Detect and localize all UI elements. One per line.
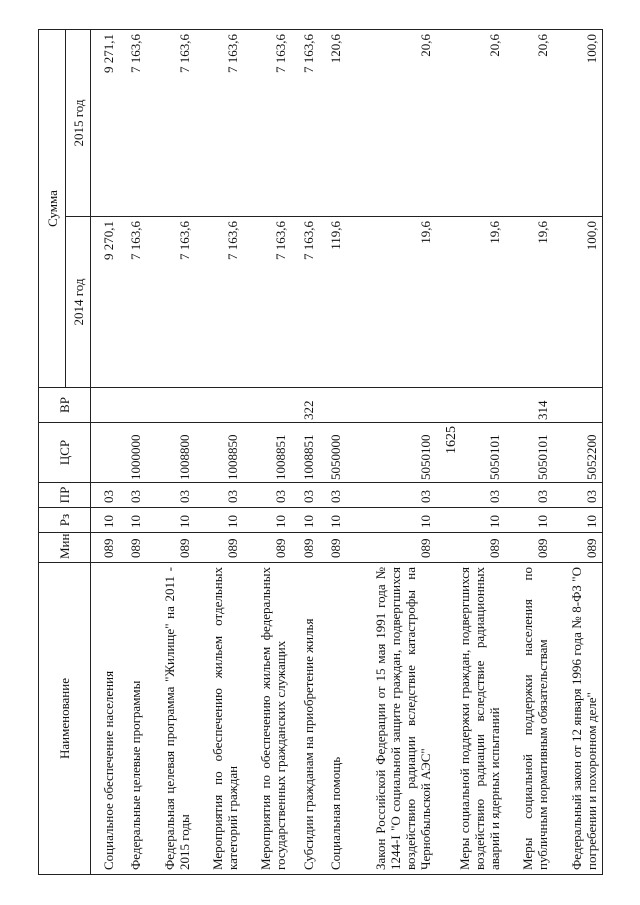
page-number: 1625 <box>444 426 459 454</box>
row-sum-2015: 9 271,1 <box>90 29 118 216</box>
row-csr: 5050101 <box>505 422 553 482</box>
table-row <box>118 29 146 874</box>
row-csr: 5050100 <box>346 422 436 482</box>
row-csr <box>90 422 118 482</box>
row-sum-2014: 7 163,6 <box>118 216 146 387</box>
row-sum-2014: 7 163,6 <box>194 216 242 387</box>
row-sum-2014: 19,6 <box>436 216 505 387</box>
row-pr: 03 <box>194 482 242 507</box>
row-pr: 03 <box>505 482 553 507</box>
row-rz: 10 <box>90 507 118 532</box>
row-rz: 10 <box>194 507 242 532</box>
row-vr: 314 <box>505 387 553 422</box>
row-csr: 1008850 <box>194 422 242 482</box>
table-body <box>90 29 602 874</box>
row-vr <box>436 387 505 422</box>
row-vr <box>90 387 118 422</box>
table-row <box>242 29 290 874</box>
row-pr: 03 <box>118 482 146 507</box>
row-pr: 03 <box>242 482 290 507</box>
row-sum-2015: 7 163,6 <box>194 29 242 216</box>
row-vr <box>194 387 242 422</box>
row-vr <box>242 387 290 422</box>
row-name: Меры социальной поддержки населения по публичным нормативным обязательствам <box>505 562 553 874</box>
row-vr <box>553 387 602 422</box>
header-year-2014: 2014 год <box>65 216 90 387</box>
row-pr: 03 <box>146 482 194 507</box>
row-rz: 10 <box>118 507 146 532</box>
row-min: 089 <box>146 532 194 562</box>
row-pr: 03 <box>553 482 602 507</box>
row-sum-2015: 20,6 <box>505 29 553 216</box>
table-row <box>346 29 436 874</box>
row-rz: 10 <box>242 507 290 532</box>
row-min: 089 <box>291 532 319 562</box>
header-pr: ПР <box>38 482 90 507</box>
header-year-2015: 2015 год <box>65 29 90 216</box>
table-row <box>505 29 553 874</box>
row-name: Федеральные целевые программы <box>118 562 146 874</box>
row-sum-2014: 9 270,1 <box>90 216 118 387</box>
table-row <box>553 29 602 874</box>
row-csr: 5050000 <box>318 422 346 482</box>
row-min: 089 <box>90 532 118 562</box>
row-sum-2014: 7 163,6 <box>242 216 290 387</box>
header-sum: Сумма <box>38 29 65 387</box>
row-name: Социальная помощь <box>318 562 346 874</box>
row-csr: 1008800 <box>146 422 194 482</box>
row-sum-2014: 119,6 <box>318 216 346 387</box>
row-vr <box>346 387 436 422</box>
row-name: Федеральная целевая программа "Жилище" на 2011 - 2015 годы <box>146 562 194 874</box>
row-rz: 10 <box>318 507 346 532</box>
row-sum-2014: 19,6 <box>505 216 553 387</box>
row-rz: 10 <box>436 507 505 532</box>
table-row <box>90 29 118 874</box>
row-name: Меры социальной поддержки граждан, подвергшихся воздействию радиации вследствие радиационных аварий и ядерных испытаний <box>436 562 505 874</box>
row-csr: 1008851 <box>291 422 319 482</box>
row-sum-2015: 7 163,6 <box>291 29 319 216</box>
table-row <box>318 29 346 874</box>
row-vr <box>318 387 346 422</box>
row-min: 089 <box>346 532 436 562</box>
header-csr: ЦСР <box>38 422 90 482</box>
budget-table-rotated <box>38 30 603 875</box>
row-name: Мероприятия по обеспечению жильем федеральных государственных гражданских служащих <box>242 562 290 874</box>
row-sum-2014: 100,0 <box>553 216 602 387</box>
row-csr: 1008851 <box>242 422 290 482</box>
row-vr: 322 <box>291 387 319 422</box>
row-pr: 03 <box>90 482 118 507</box>
row-sum-2015: 7 163,6 <box>242 29 290 216</box>
row-min: 089 <box>553 532 602 562</box>
header-rz: Рз <box>38 507 90 532</box>
row-sum-2015: 20,6 <box>346 29 436 216</box>
row-csr: 1000000 <box>118 422 146 482</box>
row-rz: 10 <box>505 507 553 532</box>
row-name: Закон Российской Федерации от 15 мая 1991 года № 1244-I "О социальной защите граждан, подвергшихся воздействию радиации вследствие катастрофы на Чернобыльской АЭС" <box>346 562 436 874</box>
row-pr: 03 <box>436 482 505 507</box>
row-rz: 10 <box>146 507 194 532</box>
table-row <box>436 29 505 874</box>
table-header <box>38 29 90 874</box>
budget-table <box>38 29 603 875</box>
row-sum-2015: 7 163,6 <box>146 29 194 216</box>
row-min: 089 <box>318 532 346 562</box>
row-name: Социальное обеспечение населения <box>90 562 118 874</box>
row-sum-2014: 19,6 <box>346 216 436 387</box>
header-min: Мин <box>38 532 90 562</box>
row-pr: 03 <box>291 482 319 507</box>
table-row <box>291 29 319 874</box>
row-min: 089 <box>194 532 242 562</box>
row-min: 089 <box>505 532 553 562</box>
row-name: Федеральный закон от 12 января 1996 года № 8-ФЗ "О погребении и похоронном деле" <box>553 562 602 874</box>
row-sum-2014: 7 163,6 <box>291 216 319 387</box>
row-min: 089 <box>436 532 505 562</box>
row-csr: 5050101 <box>436 422 505 482</box>
row-csr: 5052200 <box>553 422 602 482</box>
table-row <box>194 29 242 874</box>
row-min: 089 <box>118 532 146 562</box>
row-name: Мероприятия по обеспечению жильем отдельных категорий граждан <box>194 562 242 874</box>
header-name: Наименование <box>38 562 90 874</box>
header-vr: ВР <box>38 387 90 422</box>
row-rz: 10 <box>346 507 436 532</box>
row-pr: 03 <box>318 482 346 507</box>
row-sum-2015: 20,6 <box>436 29 505 216</box>
row-sum-2015: 120,6 <box>318 29 346 216</box>
row-rz: 10 <box>553 507 602 532</box>
row-name: Субсидии гражданам на приобретение жилья <box>291 562 319 874</box>
row-pr: 03 <box>346 482 436 507</box>
row-vr <box>118 387 146 422</box>
row-sum-2014: 7 163,6 <box>146 216 194 387</box>
row-rz: 10 <box>291 507 319 532</box>
row-sum-2015: 100,0 <box>553 29 602 216</box>
row-vr <box>146 387 194 422</box>
row-sum-2015: 7 163,6 <box>118 29 146 216</box>
table-row <box>146 29 194 874</box>
row-min: 089 <box>242 532 290 562</box>
